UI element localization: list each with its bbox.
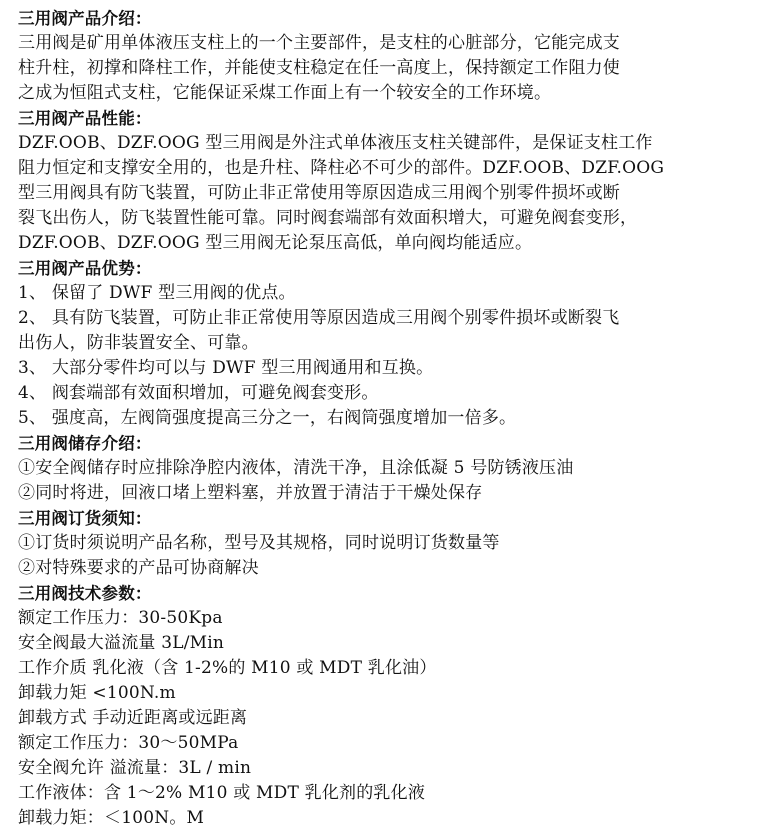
section-specs [18, 581, 757, 831]
paragraph-line: 三用阀是矿用单体液压支柱上的一个主要部件，是支柱的心脏部分，它能完成支 [18, 33, 620, 53]
paragraph-line: 型三用阀具有防飞装置，可防止非正常使用等原因造成三用阀个别零件损坏或断 [18, 183, 620, 203]
spec-line: 额定工作压力：30-50Kpa [18, 608, 223, 628]
section-heading: 三用阀订货须知： [18, 509, 152, 528]
list-item: 4、 阀套端部有效面积增加，可避免阀套变形。 [18, 383, 379, 403]
spec-line: 卸载方式 手动近距离或远距离 [18, 708, 248, 728]
spec-line: 安全阀最大溢流量 3L/Min [18, 633, 225, 653]
list-item: ②对特殊要求的产品可协商解决 [18, 558, 259, 578]
list-item: ②同时将进，回液口堵上塑料塞，并放置于清洁于干燥处保存 [18, 483, 483, 503]
section-heading: 三用阀产品介绍： [18, 9, 152, 28]
list-item: 5、 强度高，左阀筒强度提高三分之一，右阀筒强度增加一倍多。 [18, 408, 517, 428]
section-performance [18, 106, 757, 256]
list-item: ①安全阀储存时应排除净腔内液体，清洗干净，且涂低凝 5 号防锈液压油 [18, 458, 574, 478]
list-item: 出伤人，防非装置安全、可靠。 [18, 333, 259, 353]
paragraph-line: 之成为恒阻式支柱，它能保证采煤工作面上有一个较安全的工作环境。 [18, 83, 552, 103]
paragraph-line: 裂飞出伤人，防飞装置性能可靠。同时阀套端部有效面积增大，可避免阀套变形， [18, 208, 638, 228]
spec-line: 卸载力矩 <100N.m [18, 683, 176, 703]
section-heading: 三用阀产品性能： [18, 109, 152, 128]
section-heading: 三用阀储存介绍： [18, 434, 152, 453]
list-item: 2、 具有防飞装置，可防止非正常使用等原因造成三用阀个别零件损坏或断裂飞 [18, 308, 620, 328]
spec-line: 额定工作压力：30～50MPa [18, 733, 239, 753]
spec-line: 卸载力矩：＜100N。M [18, 808, 205, 828]
list-item: 3、 大部分零件均可以与 DWF 型三用阀通用和互换。 [18, 358, 434, 378]
section-storage [18, 431, 757, 506]
section-advantages [18, 256, 757, 431]
paragraph-line: 柱升柱，初撑和降柱工作，并能使支柱稳定在任一高度上，保持额定工作阻力使 [18, 58, 620, 78]
paragraph-line: DZF.OOB、DZF.OOG 型三用阀无论泵压高低，单向阀均能适应。 [18, 233, 533, 253]
section-heading: 三用阀技术参数： [18, 584, 152, 603]
spec-line: 工作液体：含 1～2% M10 或 MDT 乳化剂的乳化液 [18, 783, 426, 803]
spec-line: 安全阀允许 溢流量：3L / min [18, 758, 252, 778]
paragraph-line: 阻力恒定和支撑安全用的，也是升柱、降柱必不可少的部件。DZF.OOB、DZF.OOG [18, 158, 665, 178]
paragraph-line: DZF.OOB、DZF.OOG 型三用阀是外注式单体液压支柱关键部件，是保证支柱工作 [18, 133, 653, 153]
list-item: 1、 保留了 DWF 型三用阀的优点。 [18, 283, 296, 303]
section-ordering [18, 506, 757, 581]
list-item: ①订货时须说明产品名称，型号及其规格，同时说明订货数量等 [18, 533, 500, 553]
spec-line: 工作介质 乳化液（含 1-2%的 M10 或 MDT 乳化油） [18, 658, 437, 678]
section-intro [18, 6, 757, 106]
section-heading: 三用阀产品优势： [18, 259, 152, 278]
